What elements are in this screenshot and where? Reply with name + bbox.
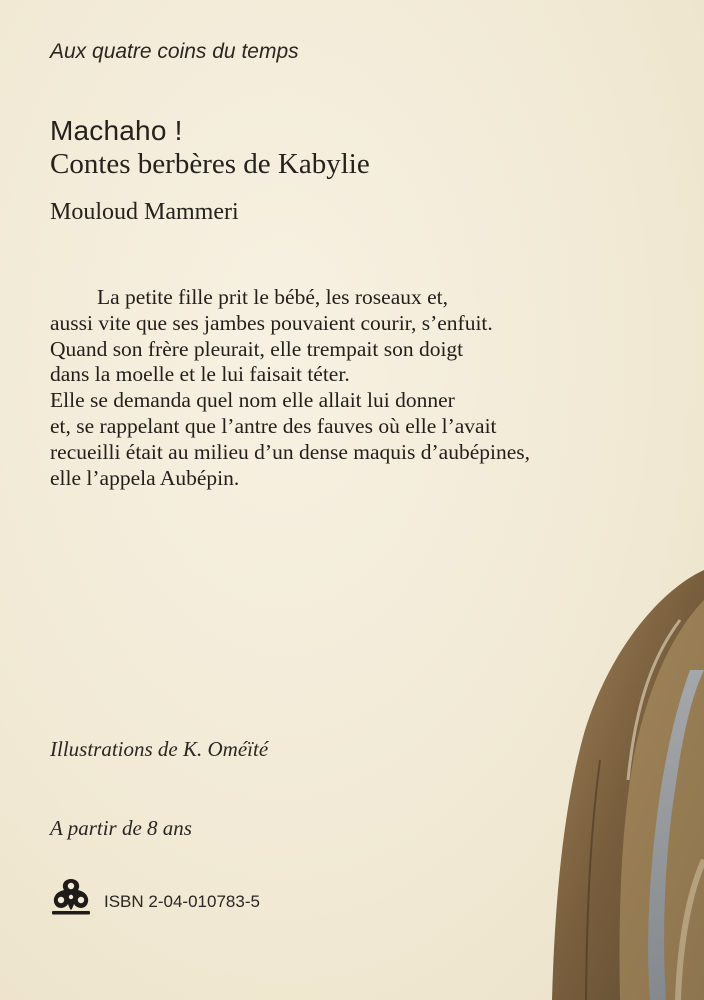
isbn: ISBN 2-04-010783-5 bbox=[104, 892, 260, 911]
illustrations-credit: Illustrations de K. Oméïté bbox=[50, 737, 269, 761]
excerpt-line: recueilli était au milieu d’un dense maquis d’aubépines, bbox=[50, 439, 531, 464]
excerpt-line: aussi vite que ses jambes pouvaient courir, s’enfuit. bbox=[50, 310, 493, 335]
book-subtitle: Contes berbères de Kabylie bbox=[50, 148, 370, 180]
excerpt-line: elle l’appela Aubépin. bbox=[50, 465, 240, 490]
excerpt-line: Elle se demanda quel nom elle allait lui donner bbox=[50, 388, 455, 413]
publisher-logo-icon bbox=[48, 877, 94, 917]
excerpt-line: La petite fille prit le bébé, les roseaux et, bbox=[97, 285, 449, 309]
excerpt-line: et, se rappelant que l’antre des fauves où elle l’avait bbox=[50, 413, 497, 438]
watercolor-illustration bbox=[540, 560, 704, 1000]
author-name: Mouloud Mammeri bbox=[50, 199, 239, 225]
book-title: Machaho ! bbox=[50, 115, 183, 146]
excerpt bbox=[50, 285, 650, 491]
excerpt-line: dans la moelle et le lui faisait téter. bbox=[50, 362, 350, 387]
excerpt-line: Quand son frère pleurait, elle trempait son doigt bbox=[50, 336, 464, 361]
series-name: Aux quatre coins du temps bbox=[50, 40, 299, 63]
age-range: A partir de 8 ans bbox=[50, 816, 192, 840]
